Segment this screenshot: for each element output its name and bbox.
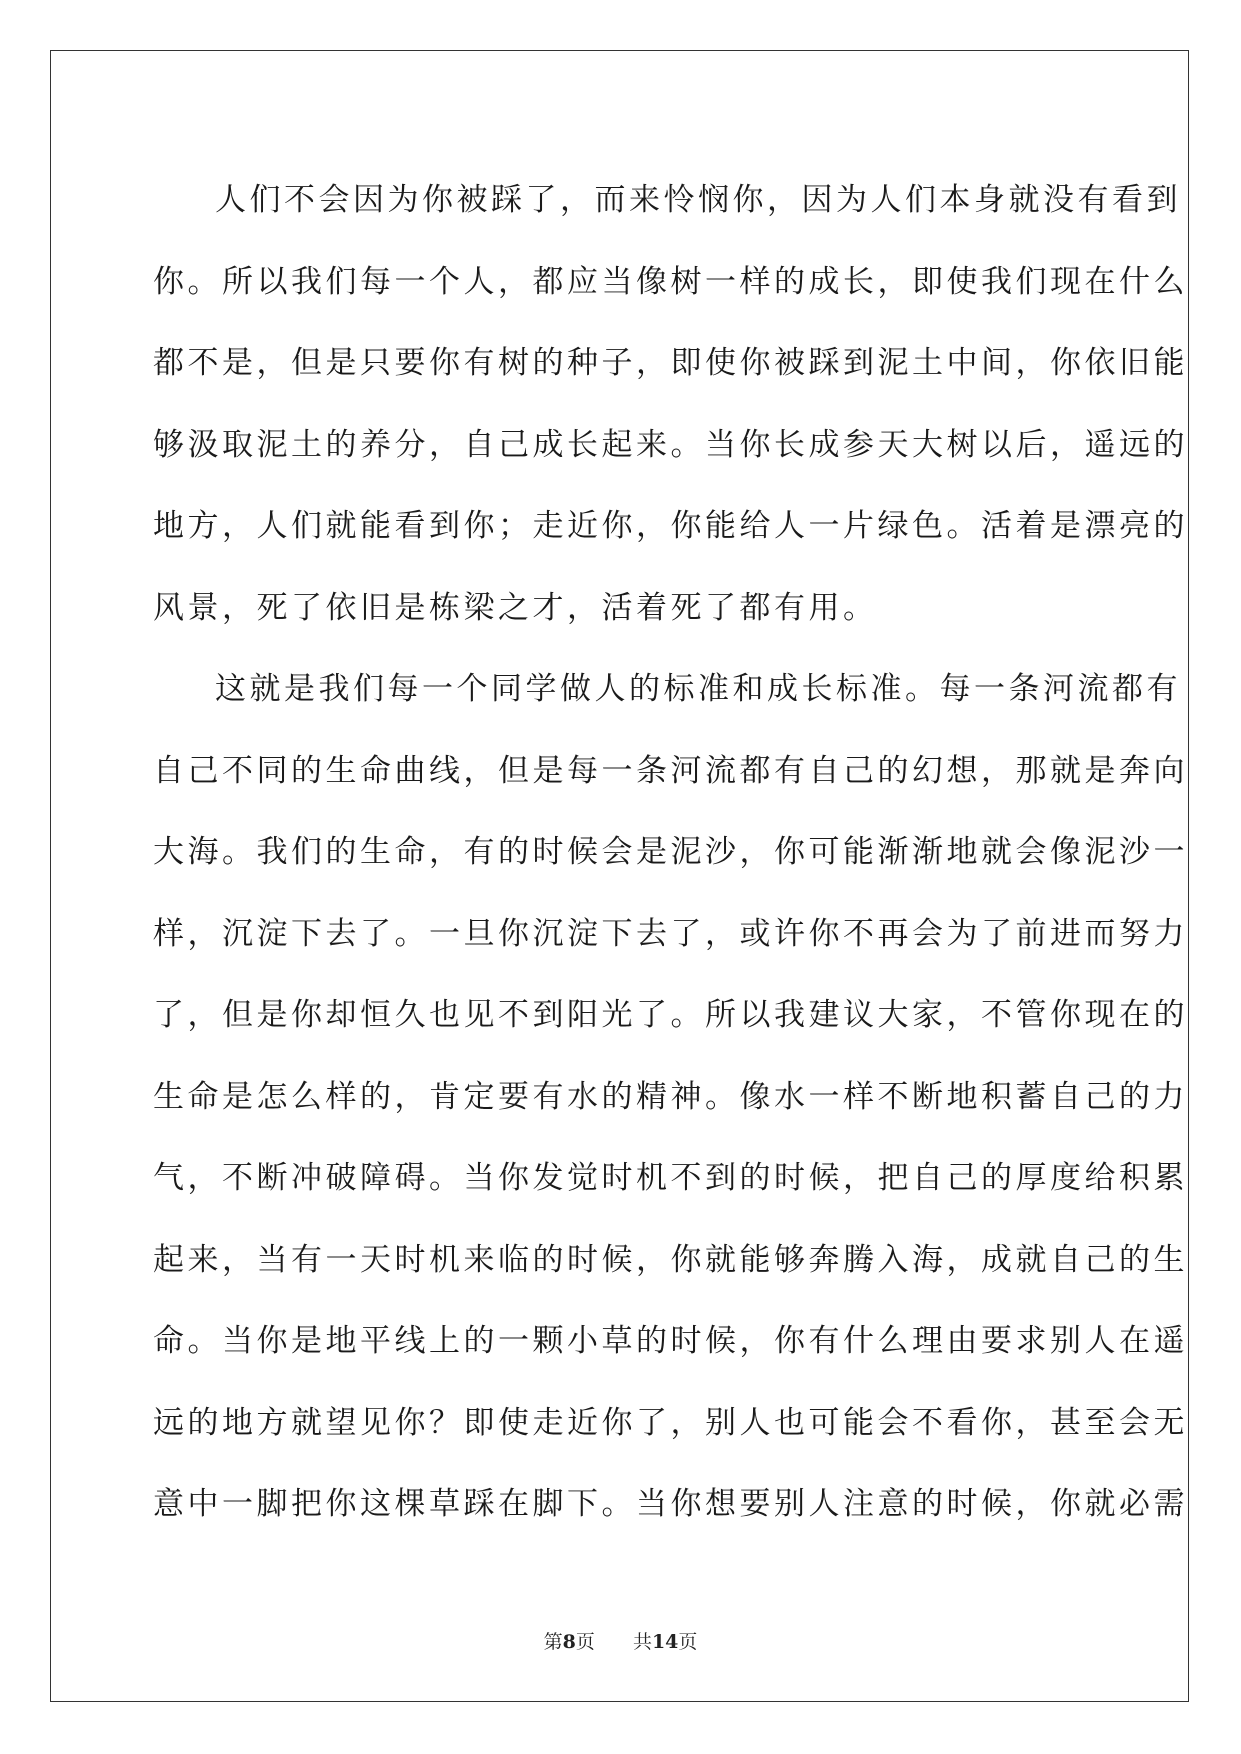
text-line: 起来，当有一天时机来临的时候，你就能够奔腾入海，成就自己的生 <box>153 1241 1188 1278</box>
text-line: 你。所以我们每一个人，都应当像树一样的成长，即使我们现在什么 <box>153 263 1188 300</box>
paragraph-2 <box>153 649 1188 1546</box>
text-line: 大海。我们的生命，有的时候会是泥沙，你可能渐渐地就会像泥沙一 <box>153 834 1188 870</box>
text-line: 气，不断冲破障碍。当你发觉时机不到的时候，把自己的厚度给积累 <box>153 1160 1188 1196</box>
text-line: 远的地方就望见你？即使走近你了，别人也可能会不看你，甚至会无 <box>153 1404 1188 1441</box>
text-line: 风景，死了依旧是栋梁之才，活着死了都有用。 <box>153 589 878 626</box>
text-line: 这就是我们每一个同学做人的标准和成长标准。每一条河流都有 <box>215 671 1181 707</box>
page-number-label: 第8页 <box>543 1631 595 1653</box>
paragraph-1 <box>153 160 1188 649</box>
text-line: 意中一脚把你这棵草踩在脚下。当你想要别人注意的时候，你就必需 <box>153 1486 1188 1522</box>
text-line: 够汲取泥土的养分，自己成长起来。当你长成参天大树以后，遥远的 <box>153 426 1188 463</box>
text-line: 样，沉淀下去了。一旦你沉淀下去了，或许你不再会为了前进而努力 <box>153 915 1188 952</box>
text-line: 了，但是你却恒久也见不到阳光了。所以我建议大家，不管你现在的 <box>153 997 1188 1033</box>
total-pages-label: 共14页 <box>632 1631 698 1653</box>
total-page-number: 14 <box>651 1631 679 1653</box>
text-line: 人们不会因为你被踩了，而来怜悯你，因为人们本身就没有看到 <box>215 182 1181 218</box>
page-footer <box>0 1627 1241 1654</box>
text-line: 地方，人们就能看到你；走近你，你能给人一片绿色。活着是漂亮的 <box>153 508 1188 544</box>
text-line: 自己不同的生命曲线，但是每一条河流都有自己的幻想，那就是奔向 <box>153 752 1188 789</box>
text-line: 生命是怎么样的，肯定要有水的精神。像水一样不断地积蓄自己的力 <box>153 1078 1188 1115</box>
document-body <box>153 160 1188 1546</box>
text-line: 命。当你是地平线上的一颗小草的时候，你有什么理由要求别人在遥 <box>153 1323 1188 1359</box>
current-page-number: 8 <box>562 1631 576 1653</box>
text-line: 都不是，但是只要你有树的种子，即使你被踩到泥土中间，你依旧能 <box>153 345 1188 381</box>
